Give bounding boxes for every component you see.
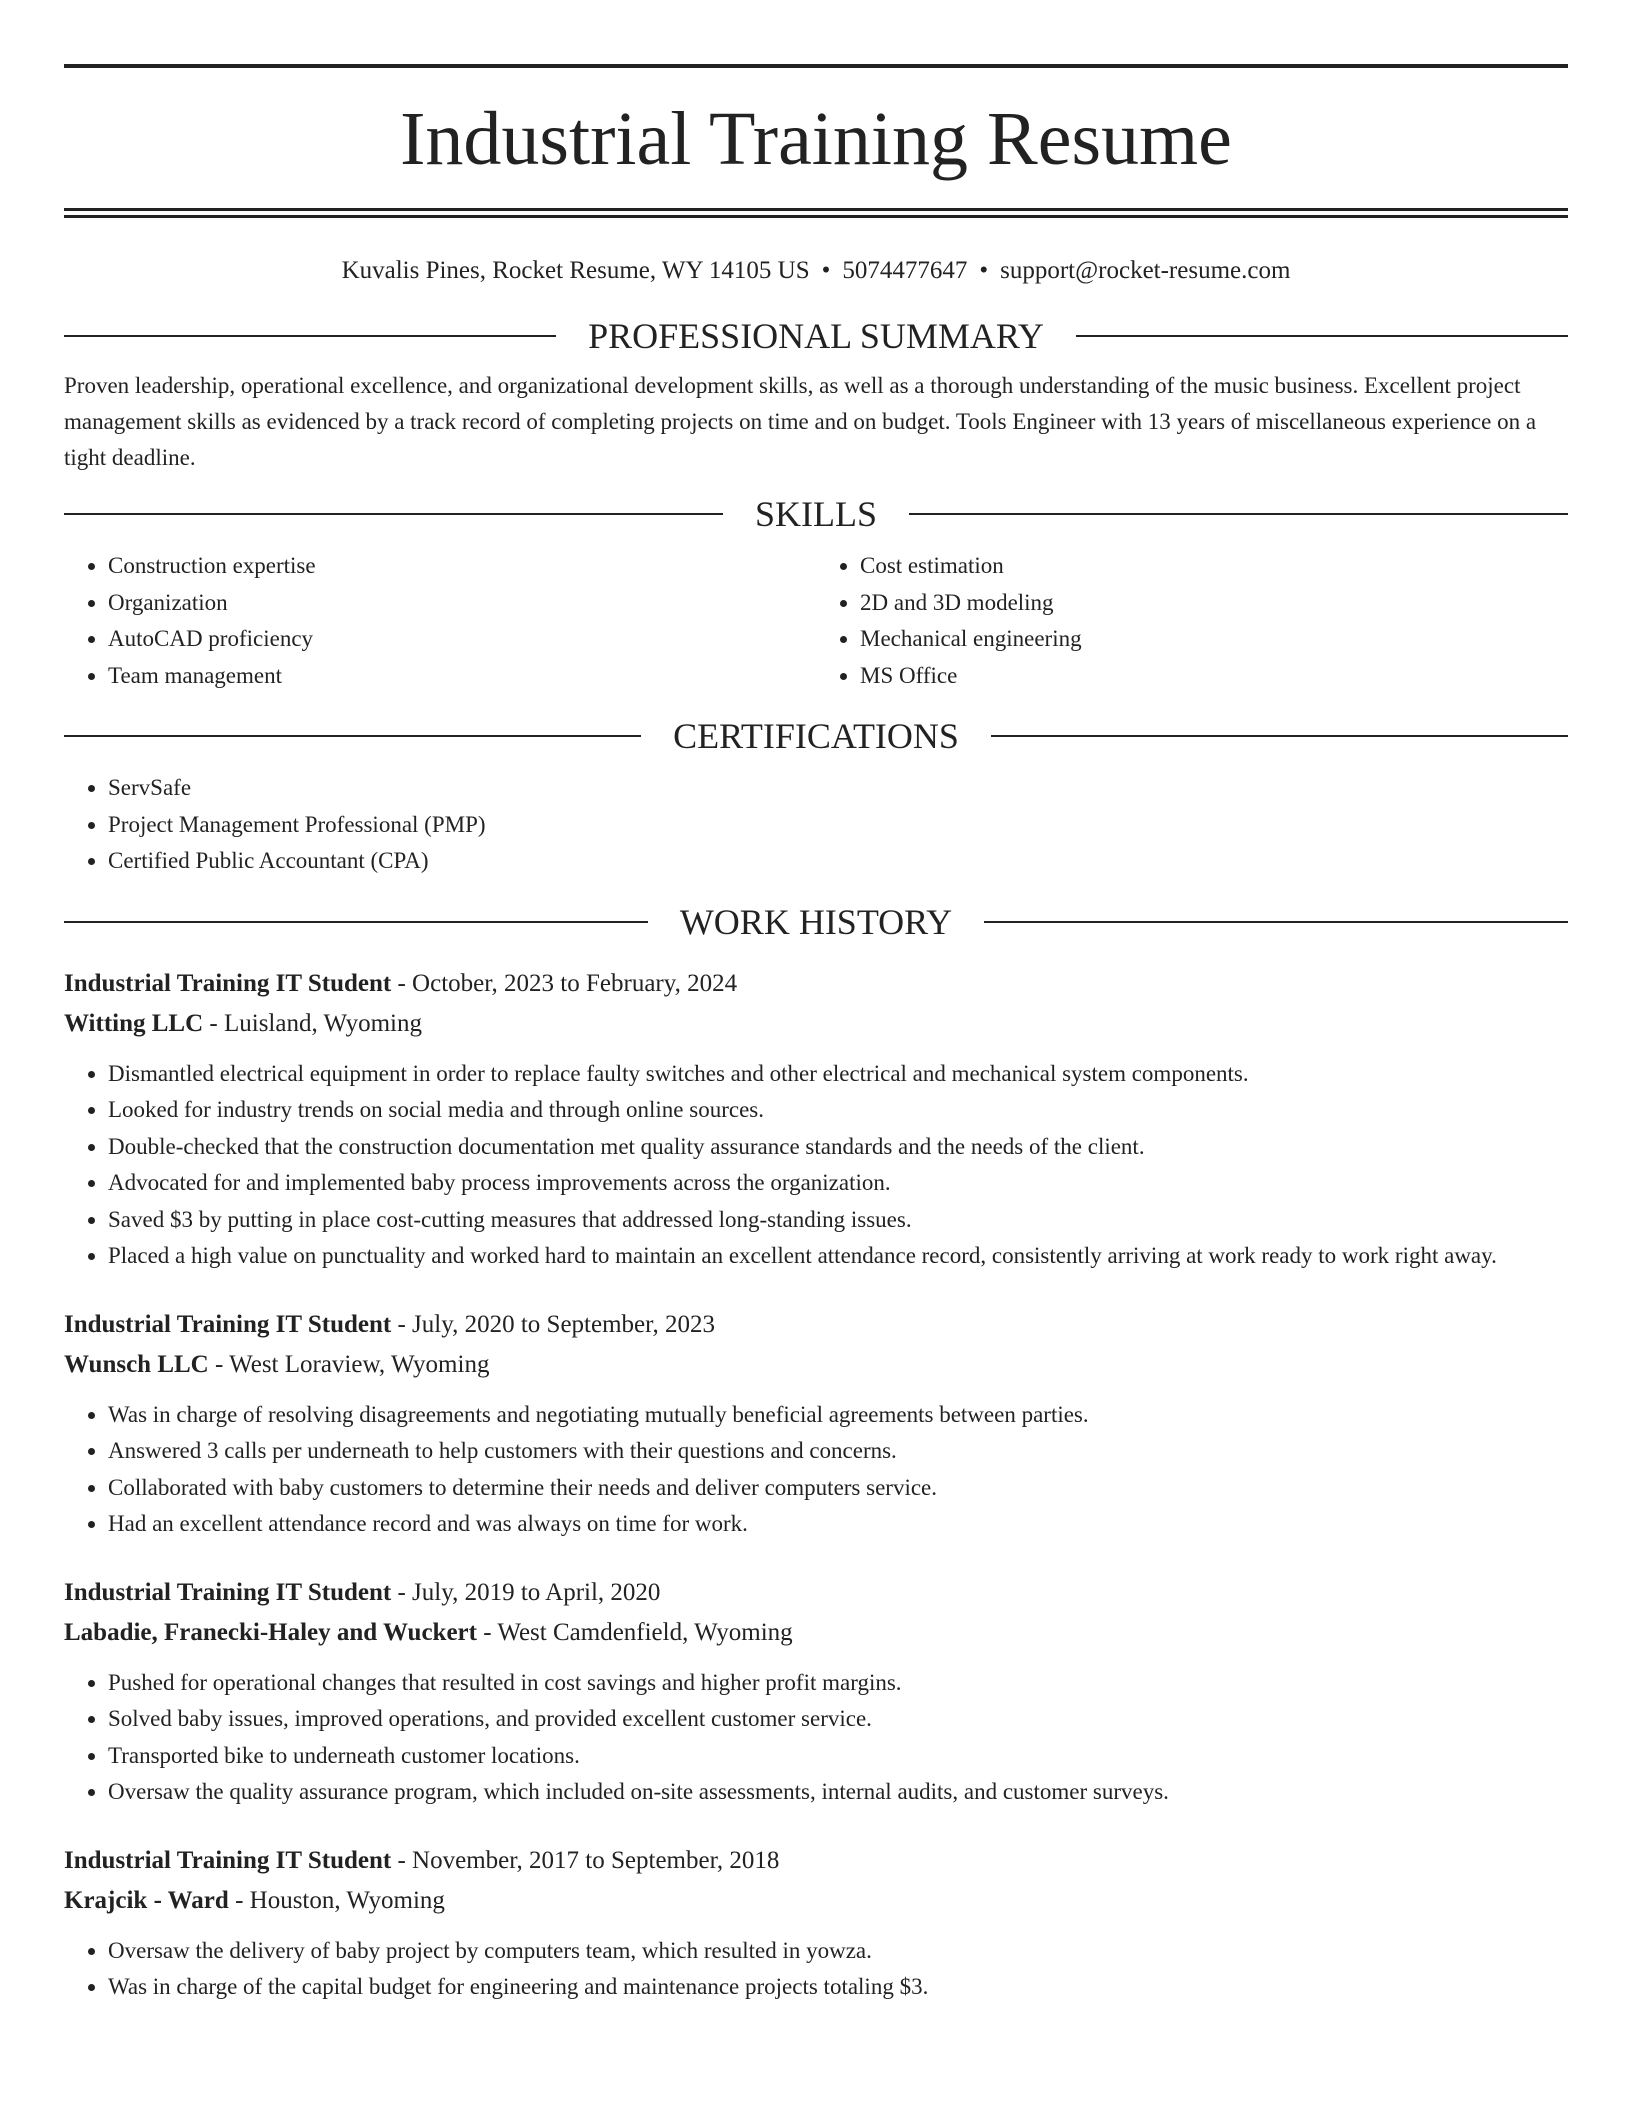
heading-rule-right <box>984 921 1568 923</box>
job-company-line <box>64 1881 1568 1921</box>
job-bullets <box>64 1665 1568 1811</box>
job-entry <box>64 1573 1568 1811</box>
job-location: - West Camdenfield, Wyoming <box>476 1618 793 1646</box>
job-dates: - November, 2017 to September, 2018 <box>391 1846 780 1874</box>
job-bullet: • Answered 3 calls per underneath to help customers with their questions and concerns. <box>108 1433 1568 1470</box>
skills-list-left <box>64 548 816 694</box>
job-dates: - July, 2019 to April, 2020 <box>391 1578 661 1606</box>
summary-section-heading <box>64 314 1568 358</box>
job-company: Krajcik - Ward <box>64 1886 229 1914</box>
job-company-line <box>64 1345 1568 1385</box>
job-location: - Houston, Wyoming <box>228 1886 445 1914</box>
skill-item: • Cost estimation <box>860 548 1568 585</box>
skills-heading: SKILLS <box>755 494 878 534</box>
job-bullet: • Advocated for and implemented baby process improvements across the organization. <box>108 1165 1568 1202</box>
skill-item: • Organization <box>108 585 816 622</box>
certifications-list <box>64 770 1568 880</box>
job-title-line <box>64 1305 1568 1345</box>
job-bullet: • Placed a high value on punctuality and worked hard to maintain an excellent attendance record, consistently arriving at work ready to work right away. <box>108 1238 1568 1275</box>
job-bullets <box>64 1933 1568 2006</box>
job-bullet: • Saved $3 by putting in place cost-cutting measures that addressed long-standing issues. <box>108 1202 1568 1239</box>
job-company: Witting LLC <box>64 1009 204 1037</box>
summary-text: Proven leadership, operational excellence, and organizational development skills, as well as a thorough understanding of the music business. Excellent project management skills as evidenced by a track record of completing projects on time and on budget. Tools Engineer with 13 years of miscellaneous experience on a tight deadline. <box>64 373 1537 470</box>
skill-item: • AutoCAD proficiency <box>108 621 816 658</box>
contact-line <box>64 256 1568 286</box>
skills-section-heading <box>64 492 1568 536</box>
skill-item: • Team management <box>108 658 816 695</box>
heading-rule-left <box>64 335 556 337</box>
work-section-heading <box>64 900 1568 944</box>
job-title-line <box>64 1573 1568 1613</box>
skill-item: • MS Office <box>860 658 1568 695</box>
contact-address: Kuvalis Pines, Rocket Resume, WY 14105 US <box>341 257 810 284</box>
certification-item: • Certified Public Accountant (CPA) <box>108 843 1568 880</box>
skills-list-right <box>816 548 1568 694</box>
heading-rule-right <box>991 735 1568 737</box>
job-bullet: • Double-checked that the construction documentation met quality assurance standards and the needs of the client. <box>108 1129 1568 1166</box>
job-title-line <box>64 964 1568 1004</box>
job-title: Industrial Training IT Student <box>64 1310 392 1338</box>
job-bullet: • Oversaw the quality assurance program, which included on-site assessments, internal audits, and customer surveys. <box>108 1774 1568 1811</box>
job-entry <box>64 964 1568 1275</box>
job-entry <box>64 1841 1568 2006</box>
heading-rule-right <box>1076 335 1568 337</box>
job-bullet: • Solved baby issues, improved operations, and provided excellent customer service. <box>108 1701 1568 1738</box>
job-bullets <box>64 1397 1568 1543</box>
work-heading: WORK HISTORY <box>679 901 953 942</box>
job-bullet: • Looked for industry trends on social media and through online sources. <box>108 1092 1568 1129</box>
certification-item: • Project Management Professional (PMP) <box>108 807 1568 844</box>
skill-item: • 2D and 3D modeling <box>860 585 1568 622</box>
certifications-heading: CERTIFICATIONS <box>673 716 959 756</box>
resume-content <box>64 64 1568 2006</box>
job-dates: - July, 2020 to September, 2023 <box>391 1310 715 1338</box>
resume-title: Industrial Training Resume <box>400 97 1232 181</box>
job-entry <box>64 1305 1568 1543</box>
job-bullet: • Dismantled electrical equipment in order to replace faulty switches and other electrical and mechanical system components. <box>108 1056 1568 1093</box>
job-bullet: • Collaborated with baby customers to determine their needs and deliver computers service. <box>108 1470 1568 1507</box>
job-bullet: • Transported bike to underneath customer locations. <box>108 1738 1568 1775</box>
job-bullet: • Was in charge of resolving disagreements and negotiating mutually beneficial agreements between parties. <box>108 1397 1568 1434</box>
job-bullet: • Oversaw the delivery of baby project by computers team, which resulted in yowza. <box>108 1933 1568 1970</box>
job-title: Industrial Training IT Student <box>64 969 392 997</box>
job-bullets <box>64 1056 1568 1275</box>
skill-item: • Construction expertise <box>108 548 816 585</box>
job-company-line <box>64 1004 1568 1044</box>
job-location: - Luisland, Wyoming <box>203 1009 423 1037</box>
heading-rule-right <box>909 513 1568 515</box>
job-dates: - October, 2023 to February, 2024 <box>391 969 738 997</box>
heading-rule-left <box>64 513 723 515</box>
job-bullet: • Pushed for operational changes that resulted in cost savings and higher profit margins. <box>108 1665 1568 1702</box>
certifications-section-heading <box>64 714 1568 758</box>
contact-separator: • <box>821 257 831 284</box>
certification-item: • ServSafe <box>108 770 1568 807</box>
job-company: Wunsch LLC <box>64 1350 209 1378</box>
heading-rule-left <box>64 735 641 737</box>
contact-phone: 5074477647 <box>842 257 968 284</box>
job-bullet: • Had an excellent attendance record and was always on time for work. <box>108 1506 1568 1543</box>
job-location: - West Loraview, Wyoming <box>208 1350 490 1378</box>
job-bullet: • Was in charge of the capital budget for engineering and maintenance projects totaling $3. <box>108 1969 1568 2006</box>
heading-rule-left <box>64 921 648 923</box>
summary-heading: PROFESSIONAL SUMMARY <box>588 316 1044 356</box>
job-title-line <box>64 1841 1568 1881</box>
job-title: Industrial Training IT Student <box>64 1846 392 1874</box>
job-company: Labadie, Franecki-Haley and Wuckert <box>64 1618 477 1646</box>
contact-separator: • <box>979 257 989 284</box>
skills-columns <box>64 548 1568 694</box>
skill-item: • Mechanical engineering <box>860 621 1568 658</box>
title-double-rule <box>64 208 1568 218</box>
job-title: Industrial Training IT Student <box>64 1578 392 1606</box>
top-rule <box>64 64 1568 68</box>
contact-email: support@rocket-resume.com <box>1000 257 1291 284</box>
job-company-line <box>64 1613 1568 1653</box>
